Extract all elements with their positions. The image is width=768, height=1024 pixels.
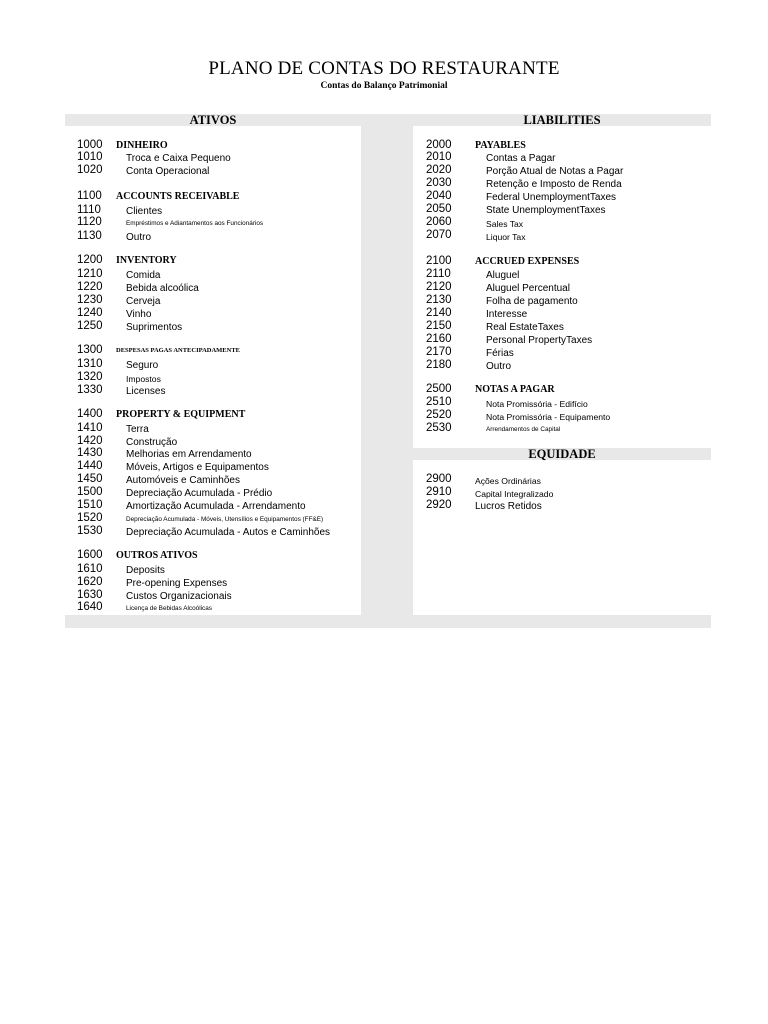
account-name: Outro [126,232,152,243]
account-number: 2070 [426,229,452,241]
account-category: PAYABLES [475,140,526,151]
liabilities-header: LIABILITIES [523,113,601,127]
page-subtitle: Contas do Balanço Patrimonial [320,81,448,91]
account-name: Interesse [486,309,528,320]
account-category: ACCRUED EXPENSES [475,256,580,267]
account-name: Personal PropertyTaxes [486,335,593,346]
account-number: 1200 [77,254,103,266]
account-number: 2100 [426,255,452,267]
account-number: 2900 [426,473,452,485]
account-number: 1630 [77,589,103,601]
account-name: Clientes [126,206,163,217]
account-number: 1530 [77,525,103,537]
account-name: Melhorias em Arrendamento [126,449,252,460]
account-number: 2060 [426,216,452,228]
account-name: Licença de Bebidas Alcoólicas [126,605,212,612]
account-name: Cerveja [126,296,161,307]
equity-header: EQUIDADE [528,447,596,461]
account-number: 2180 [426,359,452,371]
account-name: Férias [486,348,514,359]
account-number: 1620 [77,576,103,588]
account-name: Deposits [126,565,165,576]
account-category: OUTROS ATIVOS [116,550,198,561]
account-number: 2010 [426,151,452,163]
account-number: 1330 [77,384,103,396]
account-category: NOTAS A PAGAR [475,384,555,395]
account-name: Troca e Caixa Pequeno [126,153,231,164]
account-name: Custos Organizacionais [126,591,232,602]
account-number: 1520 [77,512,103,524]
account-name: State UnemploymentTaxes [486,205,606,216]
center-divider [361,114,413,628]
account-number: 2110 [426,268,451,280]
account-number: 1420 [77,435,103,447]
account-number: 1510 [77,499,103,511]
account-name: Suprimentos [126,322,183,333]
account-name: Impostos [126,374,161,384]
account-number: 2030 [426,177,452,189]
account-name: Retenção e Imposto de Renda [486,179,622,190]
account-name: Terra [126,424,149,435]
account-number: 2120 [426,281,452,293]
account-number: 1500 [77,486,103,498]
account-name: Depreciação Acumulada - Móveis, Utensílios e Equipamentos (FF&E) [126,516,324,523]
account-number: 1240 [77,307,103,319]
account-name: Capital Integralizado [475,489,554,499]
account-name: Liquor Tax [486,232,526,242]
account-number: 1600 [77,549,103,561]
account-number: 2020 [426,164,452,176]
account-name: Móveis, Artigos e Equipamentos [126,462,269,473]
account-number: 1300 [77,344,103,356]
account-name: Contas a Pagar [486,153,556,164]
account-category: DINHEIRO [116,140,168,151]
account-name: Comida [126,270,161,281]
account-number: 2530 [426,422,452,434]
account-category: ACCOUNTS RECEIVABLE [116,191,240,202]
account-number: 1450 [77,473,103,485]
account-number: 1250 [77,320,103,332]
account-name: Depreciação Acumulada - Autos e Caminhões [126,527,331,538]
account-number: 1310 [77,358,103,370]
account-name: Aluguel Percentual [486,283,570,294]
account-name: Empréstimos e Adiantamentos aos Funcionários [126,220,264,227]
account-number: 1020 [77,164,103,176]
account-name: Nota Promissória - Edifício [486,399,588,409]
account-number: 2170 [426,346,452,358]
account-name: Seguro [126,360,159,371]
account-name: Folha de pagamento [486,296,578,307]
account-number: 2910 [426,486,452,498]
account-number: 2520 [426,409,452,421]
account-number: 1100 [77,190,102,202]
account-name: Amortização Acumulada - Arrendamento [126,501,306,512]
account-number: 2160 [426,333,452,345]
account-category: INVENTORY [116,255,177,266]
page-title: PLANO DE CONTAS DO RESTAURANTE [208,58,560,79]
account-number: 1210 [77,268,103,280]
account-name: Depreciação Acumulada - Prédio [126,488,273,499]
account-name: Bebida alcoólica [126,283,199,294]
account-number: 2150 [426,320,452,332]
account-number: 1230 [77,294,103,306]
account-number: 2050 [426,203,452,215]
footer-band [65,615,711,628]
account-number: 1440 [77,460,103,472]
account-name: Federal UnemploymentTaxes [486,192,617,203]
account-number: 1320 [77,371,103,383]
account-number: 1010 [77,151,103,163]
account-name: Ações Ordinárias [475,476,541,486]
account-number: 2140 [426,307,452,319]
account-number: 2130 [426,294,452,306]
account-name: Licenses [126,386,166,397]
account-name: Vinho [126,309,152,320]
account-name: Arrendamentos de Capital [486,426,561,433]
account-category: PROPERTY & EQUIPMENT [116,409,246,420]
account-number: 1610 [77,563,103,575]
account-number: 2510 [426,396,452,408]
account-number: 1110 [77,204,101,216]
account-name: Porção Atual de Notas a Pagar [486,166,624,177]
account-number: 1640 [77,601,103,613]
account-name: Sales Tax [486,219,524,229]
account-number: 1130 [77,230,102,242]
account-number: 2000 [426,139,452,151]
account-name: Pre-opening Expenses [126,578,228,589]
account-number: 1410 [77,422,103,434]
account-number: 2500 [426,383,452,395]
assets-header: ATIVOS [189,113,237,127]
account-number: 1430 [77,447,103,459]
account-number: 2040 [426,190,452,202]
account-name: Aluguel [486,270,520,281]
account-name: Outro [486,361,512,372]
account-name: Lucros Retidos [475,501,542,512]
account-number: 1000 [77,139,103,151]
account-name: Construção [126,437,178,448]
account-number: 1120 [77,216,102,228]
account-number: 1400 [77,408,103,420]
account-number: 1220 [77,281,103,293]
account-name: Nota Promissória - Equipamento [486,412,611,422]
account-name: Conta Operacional [126,166,210,177]
account-name: Real EstateTaxes [486,322,564,333]
account-number: 2920 [426,499,452,511]
account-name: Automóveis e Caminhões [126,475,240,486]
account-category: DESPESAS PAGAS ANTECIPADAMENTE [116,347,241,354]
